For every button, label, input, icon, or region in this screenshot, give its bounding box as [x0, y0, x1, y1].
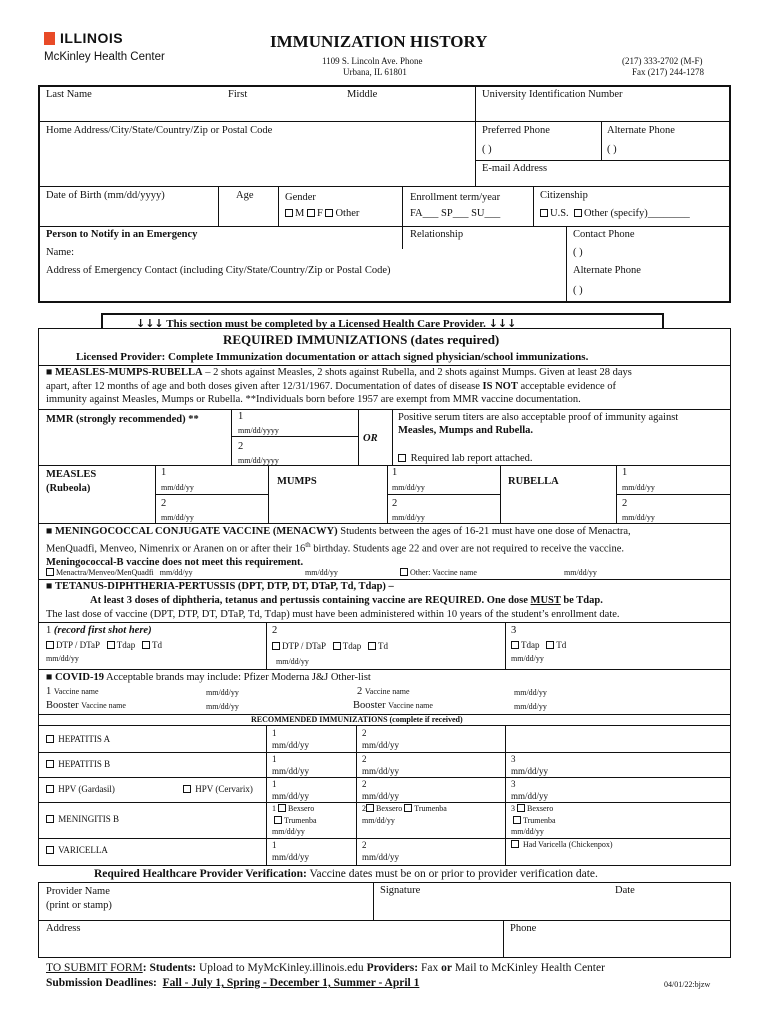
menacwy-other-date[interactable]: mm/dd/yy: [564, 568, 597, 577]
covid-booster-date-1[interactable]: mm/dd/yy: [206, 702, 239, 711]
citizenship-options: U.S. Other (specify)________: [540, 208, 690, 219]
rubella-date-2[interactable]: mm/dd/yy: [622, 513, 655, 522]
hpv-cervarix-checkbox[interactable]: [183, 785, 191, 793]
dose1-dtp-checkbox[interactable]: [46, 641, 54, 649]
covid-booster-date-2[interactable]: mm/dd/yy: [514, 702, 547, 711]
tdap-dose-3-label: 3: [511, 625, 517, 636]
menb1-bexsero-checkbox[interactable]: [278, 804, 286, 812]
tdap-date-3[interactable]: mm/dd/yy: [511, 654, 544, 663]
mmr-label: MMR (strongly recommended) **: [46, 414, 199, 425]
measles-label: MEASLES (Rubeola): [46, 469, 97, 494]
hepb-row: HEPATITIS B: [46, 759, 110, 769]
provider-name-label: Provider Name (print or stamp): [46, 886, 112, 911]
subbrand: McKinley Health Center: [44, 51, 165, 63]
fax-number: Fax (217) 244-1278: [632, 67, 704, 77]
emergency-title: Person to Notify in an Emergency: [46, 229, 198, 240]
hepb-dose-1[interactable]: 1 mm/dd/yy: [272, 754, 310, 776]
citizenship-us-checkbox[interactable]: [540, 209, 548, 217]
phone-number: (217) 333-2702 (M-F): [622, 56, 703, 66]
menacwy-checkbox[interactable]: [46, 568, 54, 576]
dose2-tdap-checkbox[interactable]: [333, 642, 341, 650]
gender-other-checkbox[interactable]: [325, 209, 333, 217]
tdap-dose-3-options: Tdap Td: [511, 640, 566, 650]
or-label: OR: [363, 433, 378, 444]
mmr-dose-1: 1: [238, 411, 244, 422]
submission-deadlines: Submission Deadlines: Fall - July 1, Spring - December 1, Summer - April 1: [46, 977, 420, 989]
hpv-gardasil-row: HPV (Gardasil): [46, 784, 115, 794]
bullet-square-icon: ■: [46, 367, 53, 378]
alt-phone-field[interactable]: ( ): [573, 285, 583, 296]
gender-f-checkbox[interactable]: [307, 209, 315, 217]
date-label: Date: [615, 885, 635, 896]
menacwy-other: Other: Vaccine name: [400, 568, 477, 577]
required-subtitle: Licensed Provider: Complete Immunization documentation or attach signed physician/school immunizations.: [76, 351, 589, 363]
menb2-trumenba-checkbox[interactable]: [404, 804, 412, 812]
rubella-dose-1: 1: [622, 467, 628, 478]
measles-date-1[interactable]: mm/dd/yy: [161, 483, 194, 492]
varicella-dose-1[interactable]: 1 mm/dd/yy: [272, 840, 310, 862]
hpv-dose-2[interactable]: 2 mm/dd/yy: [362, 779, 400, 801]
bullet-square-icon: ■: [46, 526, 53, 537]
alt-phone-label: Alternate Phone: [573, 265, 641, 276]
uin-label: University Identification Number: [482, 89, 623, 100]
hpv-gardasil-checkbox[interactable]: [46, 785, 54, 793]
provider-phone-label: Phone: [510, 923, 537, 934]
hepb-checkbox[interactable]: [46, 760, 54, 768]
meningococcal-description: ■ MENINGOCOCCAL CONJUGATE VACCINE (MENACWY) Students between the ages of 16-21 must have one dose of Menactra, MenQuadfi, Menveo, Nimenrix or Aranen on or after their 16th birthday. Students age 22 and over are not required to receive the vaccine. Meningococcal-B vaccine does not meet this requirement.: [46, 526, 631, 568]
dose3-tdap-checkbox[interactable]: [511, 641, 519, 649]
mmr-date-2[interactable]: mm/dd/yyyy: [238, 456, 279, 465]
dose1-td-checkbox[interactable]: [142, 641, 150, 649]
middle-name-label: Middle: [347, 89, 378, 100]
covid-booster-1: Booster Vaccine name: [46, 700, 126, 711]
form-version: 04/01/22:bjzw: [664, 980, 711, 989]
gender-options: M F Other: [285, 208, 359, 219]
covid-heading: ■ COVID-19 Acceptable brands may include: Pfizer Moderna J&J Other-list: [46, 672, 371, 683]
hepa-row: HEPATITIS A: [46, 734, 110, 744]
covid-date-2[interactable]: mm/dd/yy: [514, 688, 547, 697]
illinois-logo: [44, 30, 123, 46]
tdap-dose-1-options: DTP / DTaP Tdap Td: [46, 640, 162, 650]
mmr-description: ■ MEASLES-MUMPS-RUBELLA – 2 shots against Measles, 2 shots against Rubella, and 2 shots against Mumps. Given at least 28 days apart, after 12 months of age and both doses given after 12/31/1967. Documentation of dates of disease IS NOT acceptable evidence of immunity against Measles, Mumps or Rubella. **Individuals born before 1957 are exempt from MMR vaccine documentation.: [46, 367, 632, 405]
first-name-label: First: [228, 89, 248, 100]
rubella-dose-2: 2: [622, 498, 628, 509]
menb-dose-2[interactable]: 2 Bexsero Trumenba mm/dd/yy: [362, 804, 447, 825]
block-i-icon: [44, 32, 55, 45]
enrollment-label: Enrollment term/year: [410, 192, 501, 203]
citizenship-other-checkbox[interactable]: [574, 209, 582, 217]
down-arrow-icon: ↓↓↓: [488, 317, 517, 330]
alternate-phone-label: Alternate Phone: [607, 125, 675, 136]
covid-dose-2: 2 Vaccine name: [357, 686, 410, 697]
submit-instructions: TO SUBMIT FORM: Students: Upload to MyMcKinley.illinois.edu Providers: Fax or Mail to McKinley Health Center: [46, 962, 605, 974]
tdap-date-2[interactable]: mm/dd/yy: [276, 657, 309, 666]
varicella-checkbox[interactable]: [46, 846, 54, 854]
menacwy-other-checkbox[interactable]: [400, 568, 408, 576]
hepa-checkbox[interactable]: [46, 735, 54, 743]
citizenship-label: Citizenship: [540, 190, 588, 201]
menb2-bexsero-checkbox[interactable]: [366, 804, 374, 812]
emergency-name-label: Name:: [46, 247, 74, 258]
preferred-phone-field[interactable]: ( ): [482, 144, 492, 155]
measles-dose-2: 2: [161, 498, 167, 509]
covid-date-1[interactable]: mm/dd/yy: [206, 688, 239, 697]
menb-dose-3[interactable]: 3 Bexsero Trumenba mm/dd/yy: [511, 804, 556, 836]
mumps-label: MUMPS: [277, 476, 317, 487]
bullet-square-icon: ■: [46, 581, 53, 592]
had-varicella: Had Varicella (Chickenpox): [511, 840, 613, 849]
lab-report-checkbox[interactable]: [398, 454, 406, 462]
hepb-dose-3[interactable]: 3 mm/dd/yy: [511, 754, 549, 776]
preferred-phone-label: Preferred Phone: [482, 125, 550, 136]
covid-booster-2: Booster Vaccine name: [353, 700, 433, 711]
recommended-title: RECOMMENDED IMMUNIZATIONS (complete if received): [251, 715, 463, 724]
mumps-date-2[interactable]: mm/dd/yy: [392, 513, 425, 522]
tdap-description: ■ TETANUS-DIPHTHERIA-PERTUSSIS (DPT, DTP, DT, DTaP, Td, Tdap) – At least 3 doses of diphtheria, tetanus and pertussis containing vaccine are REQUIRED. One dose MUST be Tdap. The last dose of vaccine (DPT, DTP, DT, DTaP, Td, Tdap) must have been administered within 10 years of the student’s enrollment date.: [46, 581, 620, 620]
menacwy-second-date[interactable]: mm/dd/yy: [305, 568, 338, 577]
menb3-trumenba-checkbox[interactable]: [513, 816, 521, 824]
email-label: E-mail Address: [482, 163, 548, 174]
gender-label: Gender: [285, 192, 316, 203]
last-name-label: Last Name: [46, 89, 92, 100]
tdap-date-1[interactable]: mm/dd/yy: [46, 654, 79, 663]
provider-address-label: Address: [46, 923, 81, 934]
hepb-dose-2[interactable]: 2 mm/dd/yy: [362, 754, 400, 776]
contact-phone-field[interactable]: ( ): [573, 247, 583, 258]
dob-label: Date of Birth (mm/dd/yyyy): [46, 190, 165, 201]
hpv-dose-3[interactable]: 3 mm/dd/yy: [511, 779, 549, 801]
tdap-dose-1-label: 1 (record first shot here): [46, 625, 152, 636]
enrollment-terms[interactable]: FA___ SP___ SU___: [410, 208, 501, 219]
banner-text: ↓↓↓ This section must be completed by a Licensed Health Care Provider. ↓↓↓: [136, 317, 517, 330]
dose3-td-checkbox[interactable]: [546, 641, 554, 649]
tdap-dose-2-options: DTP / DTaP Tdap Td: [272, 641, 388, 651]
gender-m-checkbox[interactable]: [285, 209, 293, 217]
varicella-dose-2[interactable]: 2 mm/dd/yy: [362, 840, 400, 862]
hepa-dose-1[interactable]: 1 mm/dd/yy: [272, 728, 310, 750]
dose2-dtp-checkbox[interactable]: [272, 642, 280, 650]
hpv-cervarix-row: HPV (Cervarix): [183, 784, 253, 794]
titers-text: Positive serum titers are also acceptable proof of immunity against Measles, Mumps and Rubella.: [398, 412, 679, 436]
emergency-address-label: Address of Emergency Contact (including City/State/Country/Zip or Postal Code): [46, 265, 391, 276]
menacwy-options: Menactra/Menveo/MenQuadfi mm/dd/yy: [46, 568, 193, 577]
tdap-dose-2-label: 2: [272, 625, 278, 636]
meningitis-b-checkbox[interactable]: [46, 815, 54, 823]
hepa-dose-2[interactable]: 2 mm/dd/yy: [362, 728, 400, 750]
verification-heading: Required Healthcare Provider Verification: Vaccine dates must be on or prior to provider verification date.: [94, 868, 598, 880]
measles-dose-1: 1: [161, 467, 167, 478]
menb1-trumenba-checkbox[interactable]: [274, 816, 282, 824]
rubella-date-1[interactable]: mm/dd/yy: [622, 483, 655, 492]
had-varicella-checkbox[interactable]: [511, 840, 519, 848]
required-title: REQUIRED IMMUNIZATIONS (dates required): [223, 332, 500, 347]
down-arrow-icon: ↓↓↓: [136, 317, 164, 330]
rubella-label: RUBELLA: [508, 476, 559, 487]
relationship-label: Relationship: [410, 229, 464, 240]
mmr-dose-2: 2: [238, 441, 244, 452]
menb3-bexsero-checkbox[interactable]: [517, 804, 525, 812]
meningitis-b-row: MENINGITIS B: [46, 814, 119, 824]
varicella-row: VARICELLA: [46, 845, 108, 855]
lab-report: Required lab report attached.: [398, 453, 533, 464]
mumps-dose-1: 1: [392, 467, 398, 478]
brand-name: ILLINOIS: [60, 30, 124, 46]
home-address-label: Home Address/City/State/Country/Zip or Postal Code: [46, 125, 273, 136]
menb-dose-1[interactable]: 1 Bexsero Trumenba mm/dd/yy: [272, 804, 317, 836]
contact-phone-label: Contact Phone: [573, 229, 635, 240]
measles-date-2[interactable]: mm/dd/yy: [161, 513, 194, 522]
covid-dose-1: 1 Vaccine name: [46, 686, 99, 697]
signature-label: Signature: [380, 885, 421, 896]
address-line1: 1109 S. Lincoln Ave. Phone: [322, 56, 423, 66]
age-label: Age: [236, 190, 254, 201]
mumps-dose-2: 2: [392, 498, 398, 509]
bullet-square-icon: ■: [46, 672, 53, 683]
page-title: IMMUNIZATION HISTORY: [270, 32, 488, 51]
hpv-dose-1[interactable]: 1 mm/dd/yy: [272, 779, 310, 801]
mumps-date-1[interactable]: mm/dd/yy: [392, 483, 425, 492]
address-line2: Urbana, IL 61801: [343, 67, 407, 77]
alternate-phone-field[interactable]: ( ): [607, 144, 617, 155]
dose1-tdap-checkbox[interactable]: [107, 641, 115, 649]
mmr-date-1[interactable]: mm/dd/yyyy: [238, 426, 279, 435]
dose2-td-checkbox[interactable]: [368, 642, 376, 650]
